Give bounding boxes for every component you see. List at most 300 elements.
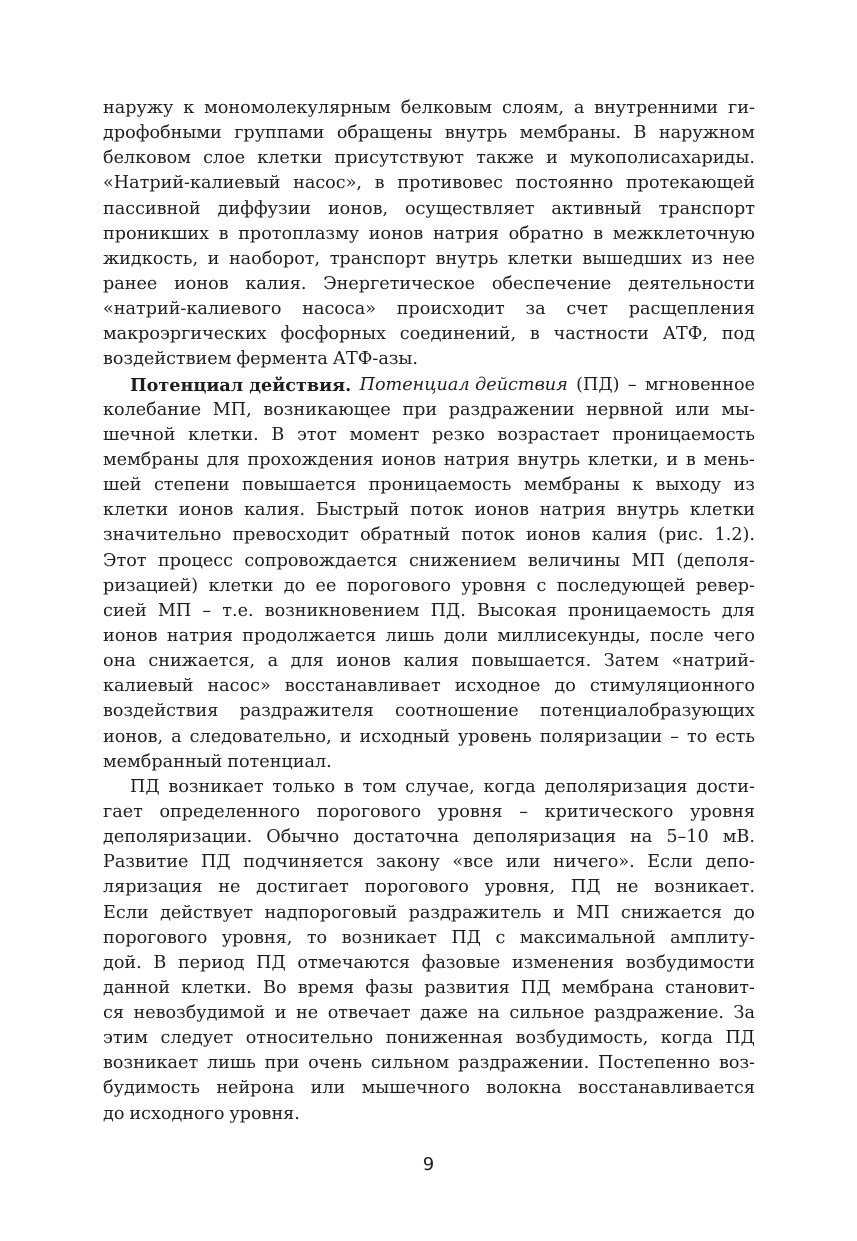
word: ПД	[256, 952, 286, 973]
word: не	[218, 877, 241, 898]
word: Энергетическое	[323, 273, 476, 294]
word: чего	[713, 625, 755, 646]
word: ионов	[368, 223, 424, 244]
text-line	[103, 750, 755, 775]
word: для	[721, 600, 755, 621]
word: когда	[660, 1028, 713, 1049]
paragraph-2	[103, 373, 755, 775]
term-italic: Потенциал действия	[359, 374, 568, 395]
text-line	[103, 473, 755, 498]
text-line	[103, 725, 755, 750]
word: мембраны.	[519, 123, 622, 144]
word: снижается	[620, 902, 722, 923]
word: ПД	[130, 776, 160, 797]
word: наоборот,	[228, 248, 321, 269]
word: а	[171, 726, 182, 747]
word: мгновенное	[645, 374, 755, 395]
word: возникновением	[264, 600, 420, 621]
text-line	[103, 875, 755, 900]
word: внутрь	[616, 500, 680, 521]
word: доли	[443, 625, 489, 646]
word: и	[207, 248, 220, 269]
word: –	[519, 801, 529, 822]
word: отвечает	[327, 1003, 411, 1024]
word: не	[296, 1003, 319, 1024]
word: степени	[153, 475, 230, 496]
word: очень	[308, 1053, 363, 1074]
word: исходный	[359, 726, 450, 747]
word: нервной	[586, 399, 664, 420]
word: продолжается	[242, 625, 377, 646]
word: слое	[203, 148, 246, 169]
word: осуществляет	[404, 198, 535, 219]
word: МП	[576, 902, 610, 923]
word: уровня,	[484, 877, 556, 898]
word: транспорт	[658, 198, 755, 219]
word: Постепенно	[598, 1053, 711, 1074]
word: калия	[591, 525, 648, 546]
word: за	[525, 299, 546, 320]
word: насос»	[207, 676, 271, 697]
word: потенциалобразующих	[539, 701, 755, 722]
word: раздражитель	[408, 902, 542, 923]
word: критического	[544, 801, 674, 822]
word: протоплазму	[238, 223, 360, 244]
word: клетки	[689, 500, 755, 521]
word: ПД	[200, 852, 231, 873]
word: порогового	[316, 801, 422, 822]
word: нее	[722, 248, 755, 269]
word: резко	[432, 424, 485, 445]
word: обращены	[336, 123, 433, 144]
word: мень-	[703, 449, 755, 470]
word: В	[633, 123, 647, 144]
text-line	[103, 423, 755, 448]
word: «натрий-	[671, 651, 755, 672]
word: фазовые	[421, 952, 501, 973]
word: ионов,	[103, 726, 164, 747]
word: колебание	[103, 399, 202, 420]
word: ПД	[725, 1028, 755, 1049]
word: дрофобными	[103, 123, 222, 144]
word: невозбудимой	[133, 1003, 266, 1024]
word: мукополисахариды.	[569, 148, 755, 169]
word: ионов	[174, 273, 229, 294]
word: потенциал.	[227, 751, 332, 772]
text-line	[103, 951, 755, 976]
word: шей	[103, 475, 142, 496]
word: стимуляционного	[589, 676, 755, 697]
word: 5–10	[666, 827, 709, 848]
word: в	[343, 776, 354, 797]
word: ионов,	[327, 198, 389, 219]
word: внутрь	[517, 449, 581, 470]
word: МП	[631, 550, 665, 571]
word: клетки	[208, 575, 274, 596]
word: ранее	[103, 273, 158, 294]
paragraph-lead-line	[103, 373, 755, 398]
text-line	[103, 1076, 755, 1101]
word: уровня.	[229, 1103, 300, 1124]
word: калия.	[245, 273, 307, 294]
page-number: 9	[422, 1154, 435, 1175]
word: уровень	[457, 726, 532, 747]
word: после	[649, 625, 704, 646]
word: раздражение.	[593, 1003, 724, 1024]
word: поток	[461, 525, 515, 546]
word: внутрь	[444, 123, 508, 144]
word: восстанавливает	[284, 676, 441, 697]
text-line	[103, 674, 755, 699]
word: следует	[160, 1028, 234, 1049]
word: За	[733, 1003, 755, 1024]
word: до	[103, 1103, 125, 1124]
text-line	[103, 297, 755, 322]
word: изменения	[511, 952, 615, 973]
word: Высокая	[476, 600, 557, 621]
word: в	[685, 449, 696, 470]
word: ионов	[178, 500, 234, 521]
word: мВ.	[722, 827, 755, 848]
word: Быстрый	[315, 500, 400, 521]
word: т.е.	[222, 600, 254, 621]
word: на	[477, 1003, 500, 1024]
word: из	[733, 475, 755, 496]
word: до	[283, 575, 306, 596]
word: вышедших	[582, 248, 682, 269]
word: фосфорных	[280, 324, 386, 345]
word: и	[274, 1003, 287, 1024]
text-line	[103, 448, 755, 473]
word: деполяризация	[544, 776, 688, 797]
word: отмечаются	[297, 952, 410, 973]
word: обратно	[508, 223, 584, 244]
text-line	[103, 347, 755, 372]
word: пониженная	[385, 1028, 504, 1049]
word: –	[202, 600, 212, 621]
word: возбудимость,	[515, 1028, 649, 1049]
word: Затем	[603, 651, 660, 672]
word: сопровождается	[244, 550, 398, 571]
word: деполяризация	[473, 827, 617, 848]
word: проникших	[103, 223, 210, 244]
word: и	[546, 148, 558, 169]
word: также	[476, 148, 534, 169]
word: том	[362, 776, 397, 797]
word: этот	[296, 424, 337, 445]
text-line	[103, 247, 755, 272]
word: восстанавливается	[578, 1078, 755, 1099]
word: раздражении	[448, 399, 575, 420]
word: то	[687, 726, 708, 747]
word: для	[290, 651, 324, 672]
text-line	[103, 197, 755, 222]
word: повышается	[242, 475, 357, 496]
word: протекающей	[625, 173, 755, 194]
word: жидкость,	[103, 248, 199, 269]
text-line	[103, 498, 755, 523]
word: возникает.	[654, 877, 755, 898]
text-line	[103, 322, 755, 347]
word: дой.	[103, 952, 142, 973]
word: «натрий-калиевого	[103, 299, 282, 320]
word: исходного	[129, 1103, 225, 1124]
word: возрастает	[497, 424, 600, 445]
word: мембраны	[103, 449, 199, 470]
text-line	[103, 146, 755, 171]
word: белковом	[103, 148, 191, 169]
word: активный	[551, 198, 642, 219]
word: к	[632, 475, 644, 496]
word: внутрь	[435, 248, 499, 269]
word: насоса»	[302, 299, 377, 320]
word: до	[733, 902, 755, 923]
word: из	[691, 248, 713, 269]
word: поляризации	[539, 726, 663, 747]
word: этим	[103, 1028, 148, 1049]
text-line	[103, 825, 755, 850]
word: ревер-	[695, 575, 755, 596]
word: натрия	[166, 625, 233, 646]
word: снижением	[408, 550, 517, 571]
word: АТФ,	[662, 324, 708, 345]
word: ПД	[570, 877, 601, 898]
word: группами	[234, 123, 325, 144]
word: при	[264, 1053, 300, 1074]
word: лишь	[206, 1053, 256, 1074]
word: максимальной	[519, 927, 656, 948]
word: возникает	[168, 776, 264, 797]
word: постоянно	[515, 173, 614, 194]
word: «Натрий-калиевый	[103, 173, 281, 194]
word: проницаемость	[612, 424, 755, 445]
word: внутренними	[594, 98, 719, 118]
word: порогового	[103, 927, 208, 948]
word: достаточна	[353, 827, 459, 848]
word: МП	[157, 600, 192, 621]
word: когда	[483, 776, 536, 797]
word: мы-	[721, 399, 755, 420]
word: натрия	[539, 500, 606, 521]
word: калия	[403, 651, 459, 672]
section-heading: Потенциал действия.	[130, 374, 352, 396]
text-line	[103, 901, 755, 926]
word: снижается,	[148, 651, 256, 672]
word: пассивной	[103, 198, 201, 219]
word: возникающее	[263, 399, 391, 420]
word: обратный	[360, 525, 451, 546]
word: противовес	[397, 173, 503, 194]
word: диффузии	[217, 198, 312, 219]
word: расщепления	[628, 299, 755, 320]
word: клетки	[257, 148, 323, 169]
word: 1.2).	[714, 525, 755, 546]
word: слоям,	[501, 98, 564, 118]
word: возбудимости	[625, 952, 755, 973]
text-line	[103, 96, 755, 121]
word: ПД	[451, 927, 481, 948]
word: или	[675, 399, 710, 420]
text-line	[103, 121, 755, 146]
word: В	[271, 424, 285, 445]
word: и	[666, 449, 679, 470]
word: мембраны	[523, 475, 620, 496]
text-line	[103, 599, 755, 624]
word: волокна	[486, 1078, 562, 1099]
word: при	[402, 399, 438, 420]
word: в	[593, 223, 604, 244]
word: возникает	[103, 1053, 199, 1074]
word: определенного	[159, 801, 301, 822]
text-line	[103, 800, 755, 825]
word: Обычно	[266, 827, 340, 848]
word: натрия	[443, 449, 510, 470]
word: величины	[527, 550, 621, 571]
word: воздействия	[103, 701, 219, 722]
word: натрия	[432, 223, 499, 244]
word: происходит	[396, 299, 505, 320]
word: порогового	[346, 575, 451, 596]
text-line	[103, 574, 755, 599]
word: ризацией)	[103, 575, 199, 596]
word: или	[310, 1078, 346, 1099]
word: будимость	[103, 1078, 200, 1099]
text-line	[103, 775, 755, 800]
word: калиевый	[103, 676, 194, 697]
text-line	[103, 926, 755, 951]
word: порогового	[364, 877, 469, 898]
word: развития	[424, 977, 510, 998]
text-line	[103, 549, 755, 574]
word: насос»,	[293, 173, 362, 194]
word: клетки	[103, 500, 169, 521]
word: то	[306, 927, 328, 948]
word: деполяризации.	[103, 827, 253, 848]
word: дости-	[696, 776, 755, 797]
word: клетки.	[188, 424, 259, 445]
word: с	[536, 575, 547, 596]
word: проницаемость	[568, 600, 711, 621]
word: становит-	[665, 977, 755, 998]
text-line	[103, 1051, 755, 1076]
paragraph-1	[103, 96, 755, 373]
word: прохождения	[247, 449, 374, 470]
word: следовательно,	[189, 726, 332, 747]
word: клетки,	[587, 449, 659, 470]
word: выходу	[655, 475, 722, 496]
word: ионов	[525, 525, 581, 546]
word: нейрона	[216, 1078, 295, 1099]
word: сией	[103, 600, 147, 621]
word: обеспечение	[491, 273, 612, 294]
body-text	[103, 96, 755, 1127]
word: уровня	[437, 801, 503, 822]
word: Если	[647, 852, 693, 873]
word: деятельности	[628, 273, 755, 294]
word: ничего».	[553, 852, 635, 873]
word: поток	[410, 500, 464, 521]
word: мембрана	[561, 977, 655, 998]
word: клетки.	[181, 977, 252, 998]
word: Во	[263, 977, 287, 998]
word: (ПД)	[576, 374, 620, 395]
word: межклеточную	[612, 223, 755, 244]
word: повышается.	[471, 651, 592, 672]
word: ионов	[474, 500, 530, 521]
word: макроэргических	[103, 324, 267, 345]
word: белковым	[400, 98, 493, 118]
text-line	[103, 976, 755, 1001]
word: наружном	[658, 123, 755, 144]
word: ее	[315, 575, 337, 596]
word: до	[554, 676, 576, 697]
text-line	[103, 850, 755, 875]
word: ПД.	[430, 600, 466, 621]
word: фазы	[365, 977, 414, 998]
word: последующей	[556, 575, 686, 596]
word: а	[267, 651, 279, 672]
word: АТФ-азы.	[332, 349, 419, 370]
word: раздражителя	[239, 701, 374, 722]
word: миллисекунды,	[497, 625, 641, 646]
word: раздражении.	[457, 1053, 590, 1074]
word: не	[616, 877, 639, 898]
word: а	[573, 98, 585, 118]
word: фермента	[236, 349, 328, 370]
word: «все	[452, 852, 494, 873]
word: наружу	[103, 98, 174, 118]
text-line	[103, 1102, 755, 1127]
word: в	[374, 173, 385, 194]
word: на	[630, 827, 653, 848]
word: шечной	[103, 424, 176, 445]
word: –	[627, 374, 637, 395]
word: в	[218, 223, 229, 244]
text-line	[103, 398, 755, 423]
word: процесс	[157, 550, 233, 571]
word: уровня	[689, 801, 755, 822]
word: с	[495, 927, 506, 948]
word: действует	[160, 902, 254, 923]
word: гает	[103, 801, 143, 822]
word: Развитие	[103, 852, 189, 873]
word: лишь	[385, 625, 435, 646]
word: в	[529, 324, 540, 345]
text-line	[103, 222, 755, 247]
word: период	[177, 952, 245, 973]
word: Если	[103, 902, 149, 923]
word: относительно	[245, 1028, 374, 1049]
text-line	[103, 272, 755, 297]
word: МП,	[212, 399, 252, 420]
word: подчиняется	[243, 852, 364, 873]
word: время	[297, 977, 355, 998]
word: превосходит	[232, 525, 350, 546]
word: данной	[103, 977, 171, 998]
text-line	[103, 171, 755, 196]
word: и	[339, 726, 352, 747]
word: клетки	[507, 248, 573, 269]
word: мономолекулярным	[204, 98, 391, 118]
word: и	[552, 902, 565, 923]
word: депо-	[705, 852, 755, 873]
word: калия.	[244, 500, 306, 521]
word: момент	[349, 424, 420, 445]
word: транспорт	[329, 248, 427, 269]
word: под	[721, 324, 755, 345]
word: уровня	[461, 575, 527, 596]
word: мышечного	[361, 1078, 470, 1099]
